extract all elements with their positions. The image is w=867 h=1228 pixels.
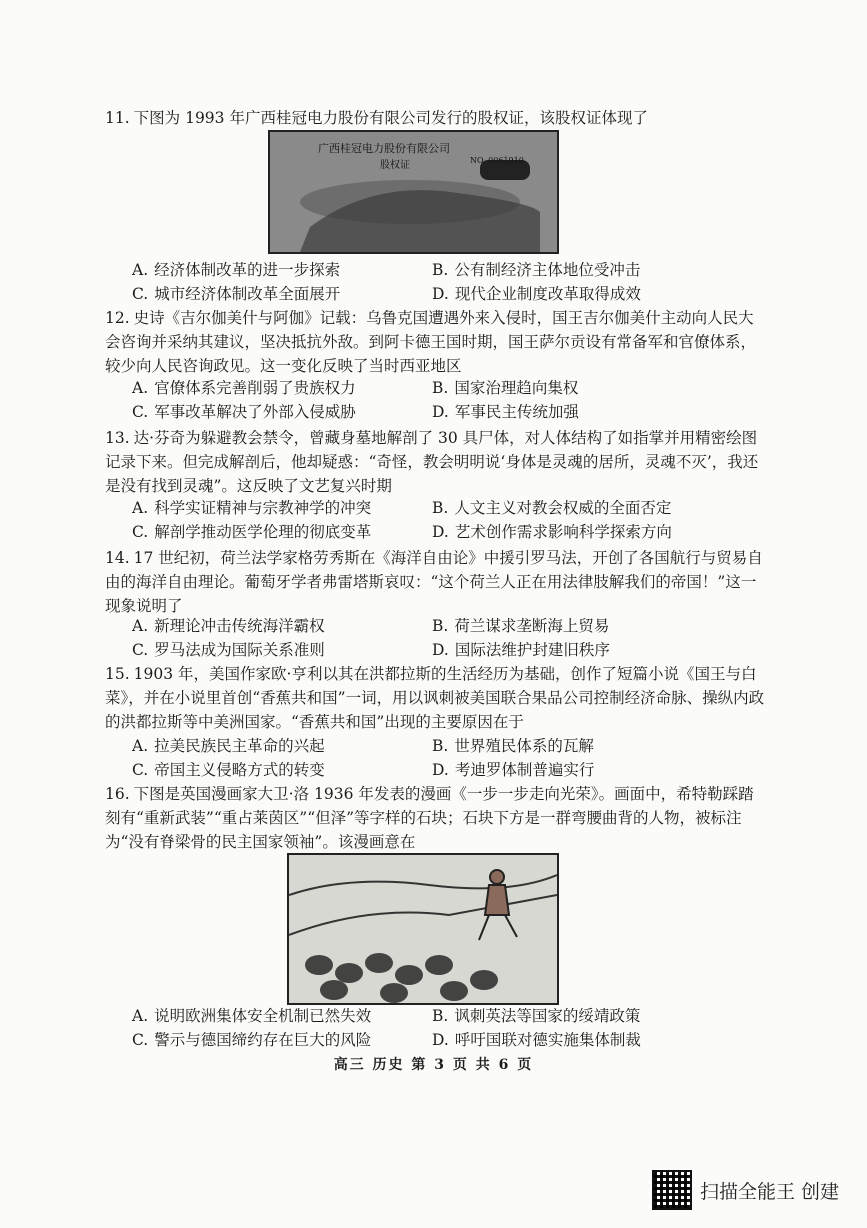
scanner-watermark [652, 1170, 839, 1210]
option-c[interactable]: C. 罗马法成为国际关系准则 [132, 641, 325, 659]
share-certificate-image [268, 130, 559, 254]
question-number: 13. [105, 429, 130, 447]
question-16 [105, 782, 765, 854]
watermark-text: 扫描全能王 创建 [700, 1180, 840, 1203]
question-13-options [132, 496, 772, 544]
option-d[interactable]: D. 国际法维护封建旧秩序 [432, 641, 610, 659]
option-d[interactable]: D. 考迪罗体制普遍实行 [432, 761, 595, 779]
option-a[interactable]: A. 科学实证精神与宗教神学的冲突 [132, 499, 372, 517]
option-b[interactable]: B. 讽刺英法等国家的绥靖政策 [432, 1007, 641, 1025]
cartoon-drawing [289, 855, 557, 1003]
question-13 [105, 426, 765, 498]
page-footer: 高三 历史 第 3 页 共 6 页 [333, 1057, 534, 1073]
question-number: 16. [105, 785, 130, 803]
option-b[interactable]: B. 人文主义对教会权威的全面否定 [432, 499, 672, 517]
question-stem: 1903 年，美国作家欧·亨利以其在洪都拉斯的生活经历为基础，创作了短篇小说《国王与白菜》，并在小说里首创“香蕉共和国”一词，用以讽刺被美国联合果品公司控制经济命脉、操纵内政的洪都拉斯等中美洲国家。“香蕉共和国”出现的主要原因在于 [105, 665, 765, 731]
option-b[interactable]: B. 荷兰谋求垄断海上贸易 [432, 617, 610, 635]
option-c[interactable]: C. 警示与德国缔约存在巨大的风险 [132, 1031, 372, 1049]
option-a[interactable]: A. 经济体制改革的进一步探索 [132, 261, 341, 279]
question-number: 14. [105, 549, 130, 567]
question-14 [105, 546, 765, 618]
question-15-options [132, 734, 772, 782]
option-a[interactable]: A. 说明欧洲集体安全机制已然失效 [132, 1007, 372, 1025]
question-15 [105, 662, 765, 734]
question-stem: 下图为 1993 年广西桂冠电力股份有限公司发行的股权证，该股权证体现了 [133, 109, 648, 127]
question-14-options [132, 614, 772, 662]
question-stem: 下图是英国漫画家大卫·洛 1936 年发表的漫画《一步一步走向光荣》。画面中，希特勒踩踏刻有“重新武装”“重占莱茵区”“但泽”等字样的石块；石块下方是一群弯腰曲背的人物，被标注为“没有脊梁骨的民主国家领袖”。该漫画意在 [105, 785, 754, 851]
question-stem: 史诗《吉尔伽美什与阿伽》记载：乌鲁克国遭遇外来入侵时，国王吉尔伽美什主动向人民大会咨询并采纳其建议，坚决抵抗外敌。到阿卡德王国时期，国王萨尔贡设有常备军和官僚体系，较少向人民咨询政见。这一变化反映了当时西亚地区 [105, 309, 757, 375]
option-a[interactable]: A. 拉美民族民主革命的兴起 [132, 737, 325, 755]
cartoon-image [287, 853, 559, 1005]
question-12 [105, 306, 765, 378]
question-11-options [132, 258, 772, 306]
option-b[interactable]: B. 世界殖民体系的瓦解 [432, 737, 594, 755]
option-c[interactable]: C. 帝国主义侵略方式的转变 [132, 761, 325, 779]
option-c[interactable]: C. 城市经济体制改革全面展开 [132, 285, 341, 303]
question-16-options [132, 1004, 772, 1052]
option-b[interactable]: B. 国家治理趋向集权 [432, 379, 579, 397]
option-d[interactable]: D. 呼吁国联对德实施集体制裁 [432, 1031, 641, 1049]
option-d[interactable]: D. 军事民主传统加强 [432, 403, 579, 421]
certificate-title: 广西桂冠电力股份有限公司 [318, 142, 450, 155]
certificate-serial: NO. 0061910 [470, 156, 524, 165]
certificate-subtitle: 股权证 [380, 160, 410, 171]
question-stem: 达·芬奇为躲避教会禁令，曾藏身墓地解剖了 30 具尸体，对人体结构了如指掌并用精密绘图记录下来。但完成解剖后，他却疑惑：“奇怪，教会明明说‘身体是灵魂的居所，灵魂不灭’，我还是没有找到灵魂”。这反映了文艺复兴时期 [105, 429, 759, 495]
question-number: 15. [105, 665, 130, 683]
question-stem: 17 世纪初，荷兰法学家格劳秀斯在《海洋自由论》中援引罗马法，开创了各国航行与贸易自由的海洋自由理论。葡萄牙学者弗雷塔斯哀叹：“这个荷兰人正在用法律肢解我们的帝国！”这一现象说明了 [105, 549, 763, 615]
option-a[interactable]: A. 新理论冲击传统海洋霸权 [132, 617, 325, 635]
option-d[interactable]: D. 艺术创作需求影响科学探索方向 [432, 523, 672, 541]
question-number: 12. [105, 309, 130, 327]
option-a[interactable]: A. 官僚体系完善削弱了贵族权力 [132, 379, 356, 397]
question-11 [105, 106, 765, 130]
question-number: 11. [105, 109, 130, 127]
option-b[interactable]: B. 公有制经济主体地位受冲击 [432, 261, 641, 279]
question-12-options [132, 376, 772, 424]
option-c[interactable]: C. 解剖学推动医学伦理的彻底变革 [132, 523, 372, 541]
option-d[interactable]: D. 现代企业制度改革取得成效 [432, 285, 641, 303]
qr-code-icon [652, 1170, 692, 1210]
option-c[interactable]: C. 军事改革解决了外部入侵威胁 [132, 403, 356, 421]
